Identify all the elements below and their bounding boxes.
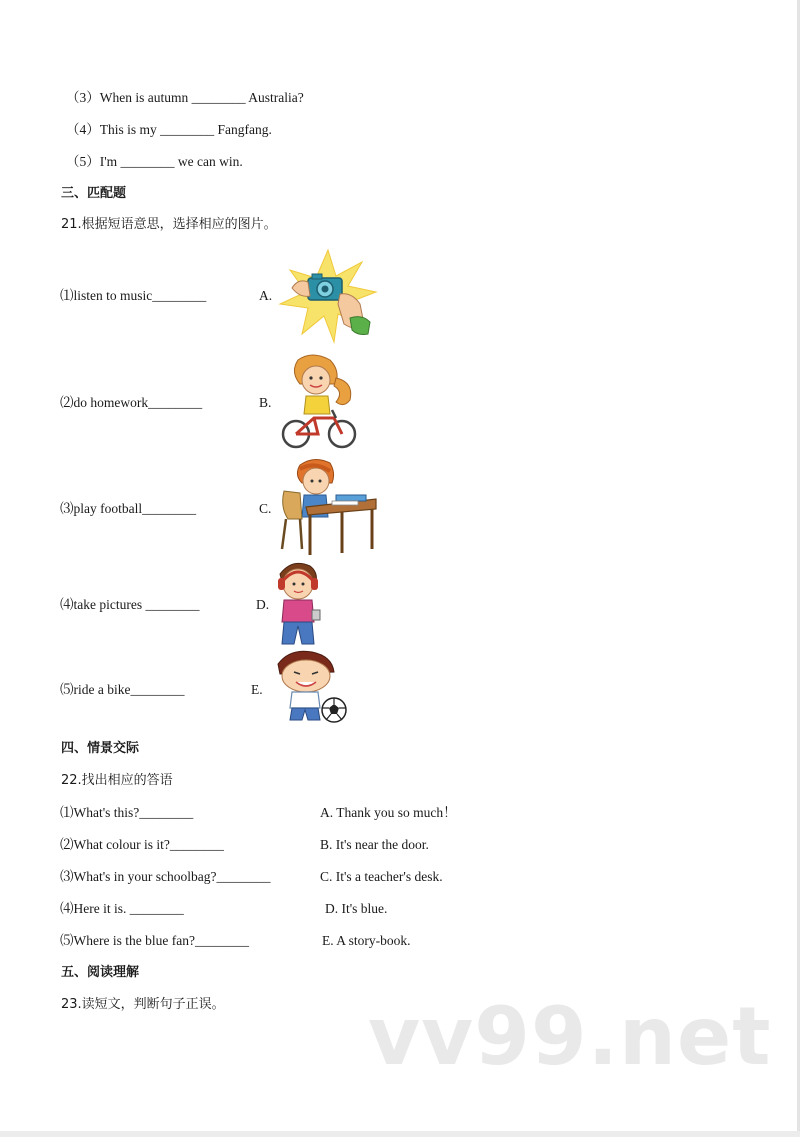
match-item-2: ⑵do homework________ — [60, 395, 203, 410]
dialog-answer-d: D. It's blue. — [325, 901, 388, 916]
question-21: 21.根据短语意思，选择相应的图片。 — [61, 217, 277, 232]
match-item-1: ⑴listen to music________ — [60, 288, 207, 303]
dialog-answer-c: C. It's a teacher's desk. — [320, 869, 443, 884]
match-option-b: B. — [259, 395, 272, 410]
match-option-d: D. — [256, 597, 270, 612]
dialog-answer-a: A. Thank you so much！ — [320, 805, 457, 820]
question-22: 22.找出相应的答语 — [61, 773, 173, 788]
girl-at-desk-homework-icon — [278, 457, 378, 557]
camera-photo-icon — [278, 248, 378, 344]
girl-riding-bike-icon — [278, 352, 360, 450]
watermark-text: vv99.net — [368, 990, 772, 1083]
dialog-item-3: ⑶What's in your schoolbag?________ — [60, 869, 271, 884]
match-option-e: E. — [251, 682, 263, 697]
dialog-answer-b: B. It's near the door. — [320, 837, 429, 852]
match-item-5: ⑸ride a bike________ — [60, 682, 185, 697]
fill-in-line-3: （3）When is autumn ________ Australia? — [66, 90, 304, 105]
fill-in-line-4: （4）This is my ________ Fangfang. — [66, 122, 272, 137]
question-23: 23.读短文，判断句子正误。 — [61, 997, 225, 1012]
page-edge-bottom — [0, 1131, 800, 1137]
section-heading-reading: 五、阅读理解 — [61, 965, 140, 980]
match-item-3: ⑶play football________ — [60, 501, 197, 516]
dialog-item-5: ⑸Where is the blue fan?________ — [60, 933, 249, 948]
section-heading-matching: 三、匹配题 — [61, 186, 127, 201]
dialog-answer-e: E. A story-book. — [322, 933, 411, 948]
match-option-a: A. — [259, 288, 273, 303]
dialog-item-2: ⑵What colour is it?________ — [60, 837, 224, 852]
match-option-c: C. — [259, 501, 272, 516]
boy-football-icon — [272, 650, 350, 726]
match-item-4: ⑷take pictures ________ — [60, 597, 200, 612]
section-heading-situational: 四、情景交际 — [61, 741, 140, 756]
dialog-item-4: ⑷Here it is. ________ — [60, 901, 184, 916]
boy-headphones-music-icon — [272, 560, 328, 650]
dialog-item-1: ⑴What's this?________ — [60, 805, 194, 820]
fill-in-line-5: （5）I'm ________ we can win. — [66, 154, 243, 169]
